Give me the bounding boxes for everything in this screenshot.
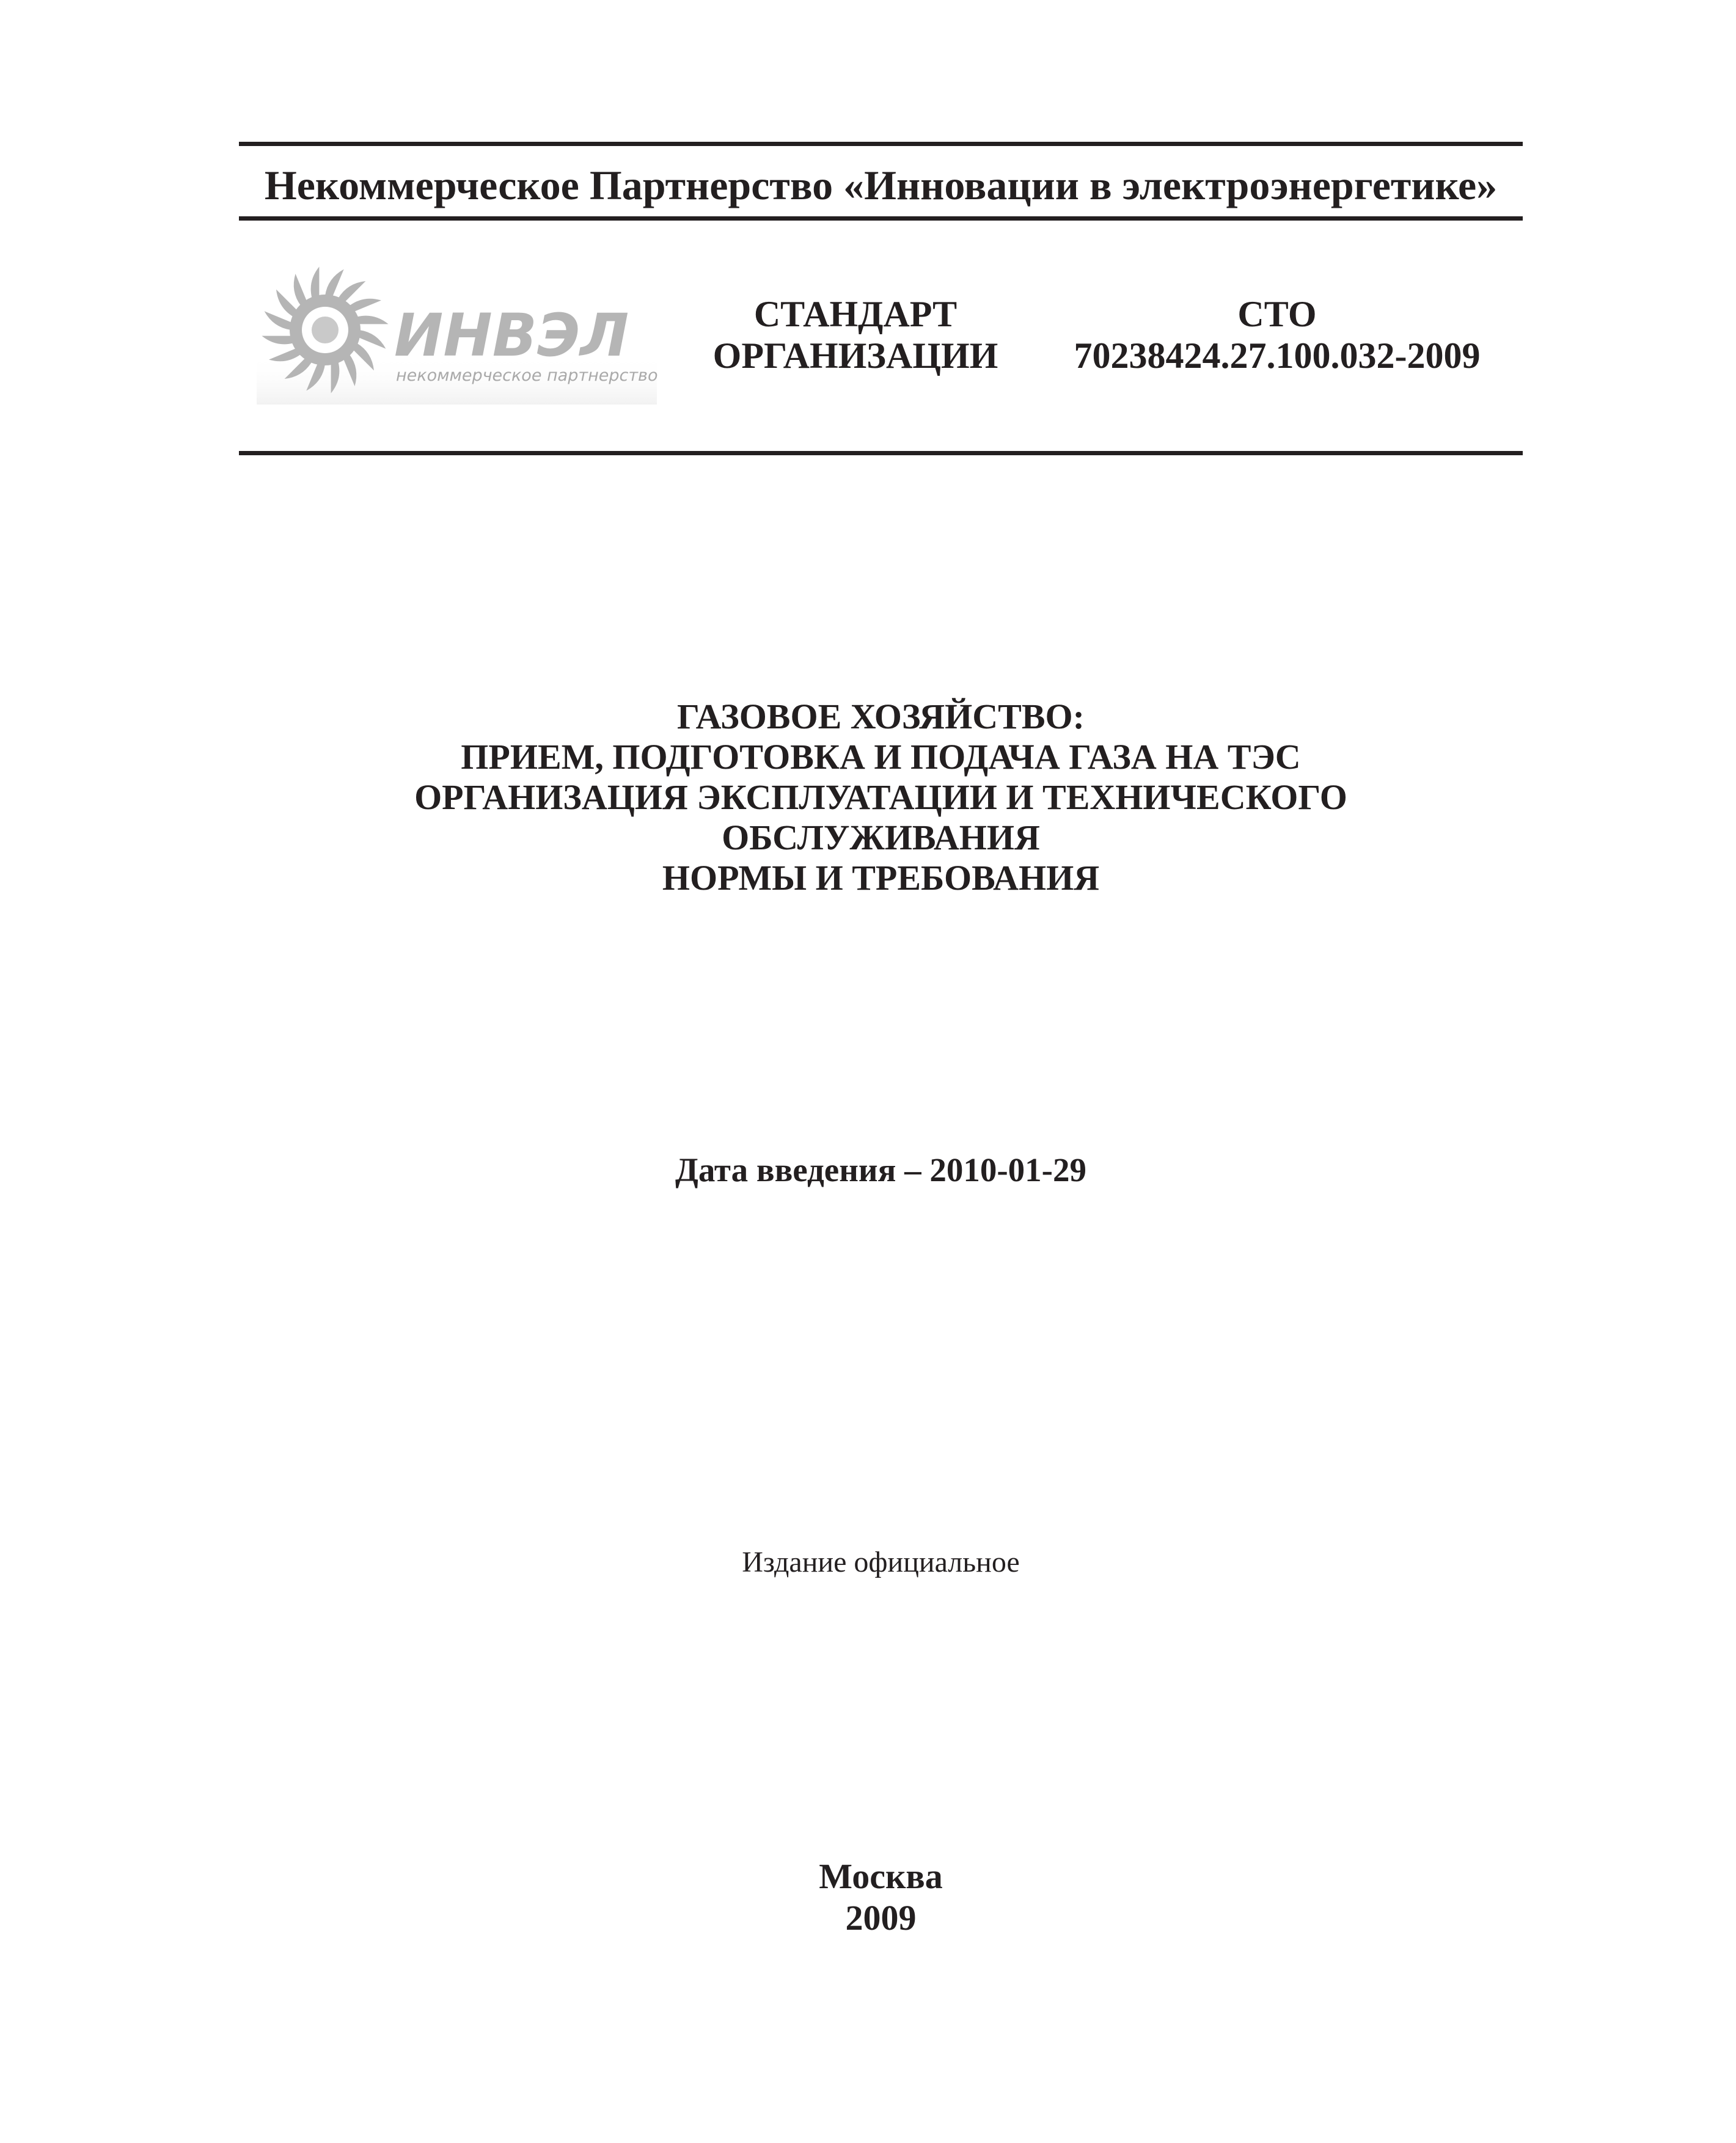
title-line: ГАЗОВОЕ ХОЗЯЙСТВО:	[677, 697, 1085, 736]
logo-ray	[325, 269, 344, 297]
sun-gear-icon	[257, 263, 660, 406]
logo-ray	[359, 330, 386, 349]
document-title	[239, 697, 1523, 898]
title-line: НОРМЫ И ТРЕБОВАНИЯ	[662, 858, 1100, 898]
imprint-year: 2009	[845, 1898, 917, 1938]
introduction-date: Дата введения – 2010-01-29	[675, 1151, 1086, 1189]
bottom-rule	[239, 451, 1523, 455]
standard-code-line1: СТО	[1237, 294, 1317, 334]
top-rule	[239, 142, 1523, 146]
logo-ray	[276, 290, 297, 317]
logo-ray	[311, 266, 320, 298]
title-line: ПРИЕМ, ПОДГОТОВКА И ПОДАЧА ГАЗА НА ТЭС	[461, 737, 1301, 777]
standard-code-line2: 70238424.27.100.032-2009	[1074, 335, 1481, 376]
logo-ray	[338, 281, 365, 302]
imprint-city: Москва	[819, 1856, 943, 1896]
standard-label-line2: ОРГАНИЗАЦИИ	[712, 335, 998, 376]
standard-label-line1: СТАНДАРТ	[753, 294, 958, 334]
logo-wordmark: ИНВЭЛ	[394, 301, 629, 370]
invel-logo	[257, 263, 660, 406]
edition-note: Издание официальное	[742, 1546, 1020, 1578]
title-line: ОРГАНИЗАЦИЯ ЭКСПЛУАТАЦИИ И ТЕХНИЧЕСКОГО	[414, 777, 1347, 817]
header-rule	[239, 216, 1523, 221]
logo-ray	[357, 316, 389, 324]
title-line: ОБСЛУЖИВАНИЯ	[722, 818, 1040, 857]
logo-ray	[265, 311, 292, 330]
logo-ray	[262, 336, 293, 345]
standard-code	[1063, 293, 1491, 376]
logo-tagline: некоммерческое партнерство	[396, 366, 658, 385]
standard-label	[690, 293, 1020, 376]
imprint	[239, 1856, 1523, 1939]
organization-name: Некоммерческое Партнерство «Инновации в электроэнергетике»	[264, 162, 1498, 208]
